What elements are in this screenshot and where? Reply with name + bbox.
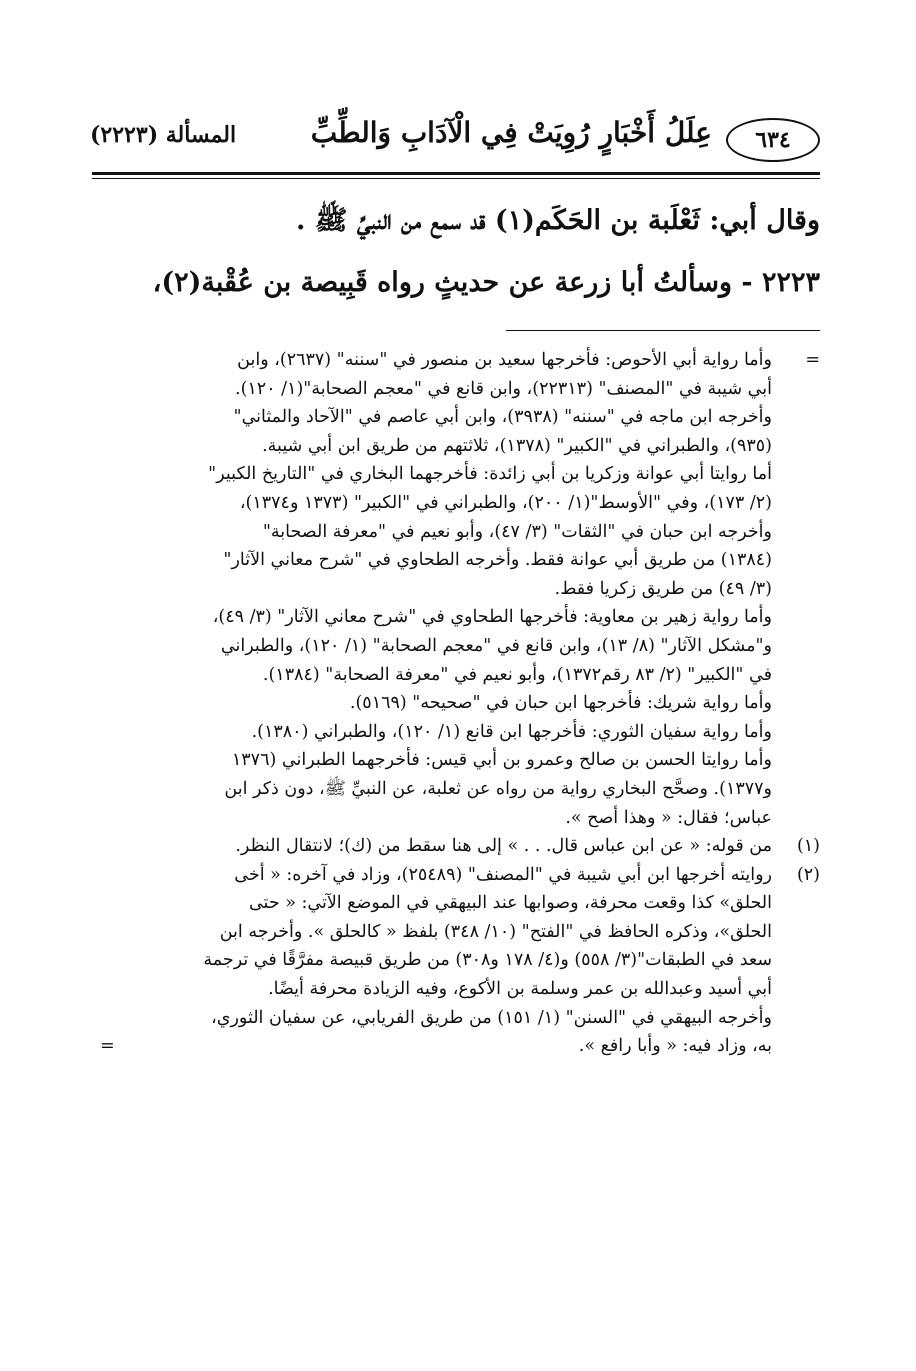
footnote-line: (١٣٨٤) من طريق أبي عوانة فقط. وأخرجه الطحاوي في "شرح معاني الآثار" <box>223 550 772 571</box>
footnote-line: أبي أسيد وعبدالله بن عمر وسلمة بن الأكوع، وفيه الزيادة محرفة أيضًا. <box>268 979 772 1000</box>
footnote-continuation <box>92 346 820 832</box>
header-rule-thick <box>92 172 820 175</box>
footnote-line: (٢/ ١٧٣)، وفي "الأوسط"(١/ ٢٠٠)، والطبراني في "الكبير" (١٣٧٣ و١٣٧٤)، <box>239 492 772 513</box>
footnote-line: وأما رواية شريك: فأخرجها ابن حبان في "صحيحه" (٥١٦٩). <box>349 693 772 714</box>
footnote-1-marker: (١) <box>796 836 820 857</box>
footnote-line: وأخرجه البيهقي في "السنن" (١/ ١٥١) من طريق الفريابي، عن سفيان الثوري، <box>211 1007 772 1028</box>
page-number: ٦٣٤ <box>726 118 820 162</box>
footnote-2 <box>92 861 820 1061</box>
footnote-line: روايته أخرجها ابن أبي شيبة في "المصنف" (٢٥٤٨٩)، وزاد في آخره: « أخى <box>234 864 772 885</box>
main-line-2: ٢٢٢٣ - وسألتُ أبا زرعة عن حديثٍ رواه قَبِيصة بن عُقْبة(٢)، <box>152 267 820 298</box>
continuation-block <box>92 346 820 832</box>
footnote-separator <box>506 330 820 331</box>
footnote-line: به، وزاد فيه: « وأبا رافع ». <box>578 1036 772 1057</box>
footnote-line: (٣/ ٤٩) من طريق زكريا فقط. <box>554 578 772 599</box>
footnote-line: الحلق» كذا وقعت محرفة، وصوابها عند البيهقي في الموضع الآتي: « حتى <box>248 893 772 914</box>
issue-label: المسألة (٢٢٢٣) <box>90 122 237 148</box>
footnote-2-marker: (٢) <box>796 864 820 885</box>
footnote-line: وأما رواية سفيان الثوري: فأخرجها ابن قانع (١/ ١٢٠)، والطبراني (١٣٨٠). <box>251 721 772 742</box>
footnote-line: و١٣٧٧). وصحَّح البخاري رواية من رواه عن ثعلبة، عن النبيِّ ﷺ، دون ذكر ابن <box>224 778 772 799</box>
footnote-line: سعد في الطبقات"(٣/ ٥٥٨) و(٤/ ١٧٨ و٣٠٨) من طريق قبيصة مفرَّقًا في ترجمة <box>203 950 772 971</box>
main-line-1: وقال أبي: ثَعْلَبة بن الحَكَم(١) قد سمع من النبيِّ ﷺ . <box>296 205 820 236</box>
footnote-1-text <box>92 832 820 861</box>
footnote-line: و"مشكل الآثار" (٨/ ١٣)، وابن قانع في "معجم الصحابة" (١/ ١٢٠)، والطبراني <box>220 635 772 656</box>
footnote-line: وأخرجه ابن ماجه في "سننه" (٣٩٣٨)، وابن أبي عاصم في "الآحاد والمثاني" <box>233 407 772 428</box>
header-rule-thin <box>92 178 820 179</box>
footnote-line: عباس؛ فقال: « وهذا أصح ». <box>565 807 772 828</box>
continuation-mark-start: = <box>805 350 820 370</box>
footnote-line: وأما رواية زهير بن معاوية: فأخرجها الطحاوي في "شرح معاني الآثار" (٣/ ٤٩)، <box>212 607 772 628</box>
footnote-1 <box>92 832 820 861</box>
footnote-line: (٩٣٥)، والطبراني في "الكبير" (١٣٧٨)، ثلاثتهم من طريق ابن أبي شيبة. <box>262 435 772 456</box>
book-title: عِلَلُ أَخْبَارٍ رُوِيَتْ فِي الْآدَابِ وَالطِّبِّ <box>310 116 712 149</box>
footnote-2-text <box>92 861 820 1061</box>
footnote-line: أبي شيبة في "المصنف" (٢٢٣١٣)، وابن قانع في "معجم الصحابة"(١/ ١٢٠). <box>235 378 772 399</box>
footnote-line: وأما رواية أبي الأحوص: فأخرجها سعيد بن منصور في "سننه" (٢٦٣٧)، وابن <box>237 350 772 370</box>
footnote-line: أما روايتا أبي عوانة وزكريا بن أبي زائدة: فأخرجهما البخاري في "التاريخ الكبير" <box>208 464 772 485</box>
footnote-line: الحلق»، وذكره الحافظ في "الفتح" (١٠/ ٣٤٨) بلفظ « كالحلق ». وأخرجه ابن <box>219 921 772 942</box>
main-text <box>92 190 820 314</box>
footnotes <box>92 346 820 1061</box>
footnote-line: وأخرجه ابن حبان في "الثقات" (٣/ ٤٧)، وأبو نعيم في "معرفة الصحابة" <box>262 521 772 542</box>
footnote-line: في "الكبير" (٢/ ٨٣ رقم١٣٧٢)، وأبو نعيم في "معرفة الصحابة" (١٣٨٤). <box>262 664 772 685</box>
page-header <box>90 112 820 164</box>
footnote-line: من قوله: « عن ابن عباس قال. . . » إلى هنا سقط من (ك)؛ لانتقال النظر. <box>235 836 772 857</box>
continuation-mark-end: = <box>100 1036 115 1057</box>
footnote-line: وأما روايتا الحسن بن صالح وعمرو بن أبي قيس: فأخرجهما الطبراني (١٣٧٦ <box>231 750 772 771</box>
